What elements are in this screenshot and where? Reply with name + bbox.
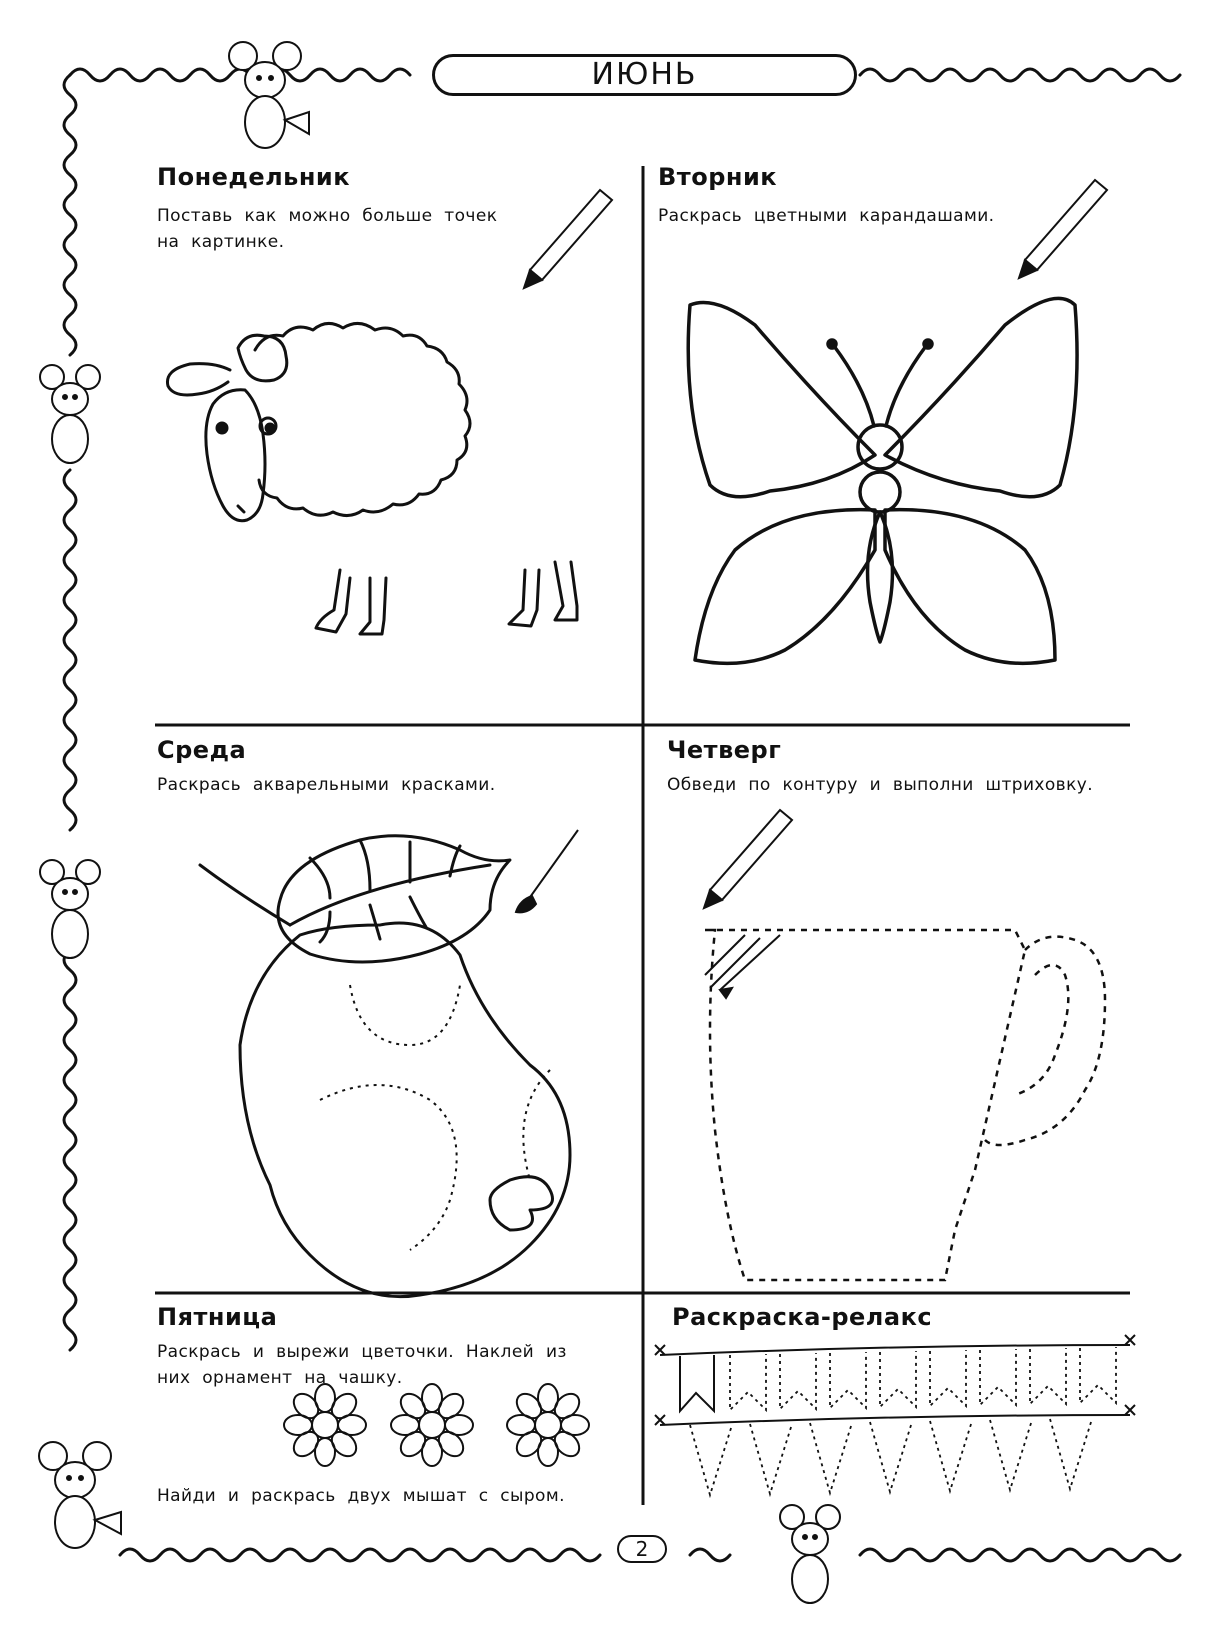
cup-drawing <box>705 930 1105 1280</box>
page-number: 2 <box>617 1535 667 1563</box>
pear-dashed-spots <box>320 985 550 1250</box>
sheep-drawing <box>167 323 577 634</box>
brush-icon-wednesday <box>516 830 578 912</box>
flowers-drawing <box>284 1384 589 1466</box>
task-text-friday: Раскрась и вырежи цветочки. Наклей из них орнамент на чашку. <box>157 1342 567 1388</box>
month-title: ИЮНЬ <box>432 54 857 96</box>
day-title-relax: Раскраска-релакс <box>672 1303 933 1331</box>
butterfly-drawing <box>688 298 1077 663</box>
task-text-thursday: Обведи по контуру и выполни штриховку. <box>667 775 1094 795</box>
pencil-icon-thursday <box>704 810 792 908</box>
day-title-friday: Пятница <box>157 1303 278 1331</box>
pencil-icon-monday <box>524 190 612 288</box>
task-text-tuesday: Раскрась цветными карандашами. <box>658 206 995 226</box>
wavy-border-left <box>64 75 76 1350</box>
pencil-icon-tuesday <box>1019 180 1107 278</box>
task-text-monday: Поставь как можно больше точек на картинке. <box>157 206 498 252</box>
task-text-friday-mice: Найди и раскрась двух мышат с сыром. <box>157 1486 565 1506</box>
day-title-monday: Понедельник <box>157 163 351 191</box>
bunting-drawing <box>655 1335 1135 1425</box>
cup-sample-hatching <box>705 935 780 998</box>
task-text-wednesday: Раскрась акварельными красками. <box>157 775 496 795</box>
pear-drawing <box>200 836 570 1297</box>
day-title-wednesday: Среда <box>157 736 247 764</box>
day-title-tuesday: Вторник <box>658 163 778 191</box>
day-title-thursday: Четверг <box>667 736 782 764</box>
